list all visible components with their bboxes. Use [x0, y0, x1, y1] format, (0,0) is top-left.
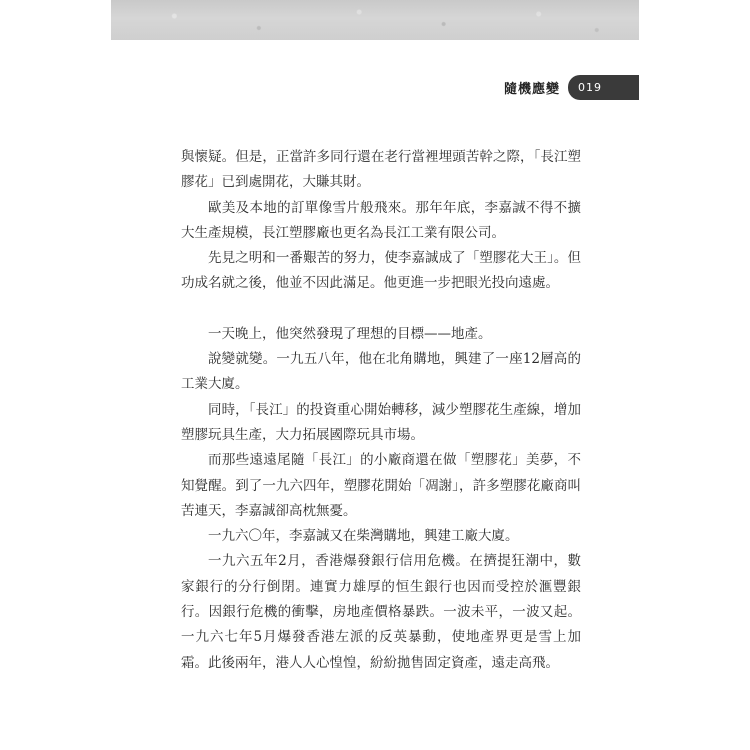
page-number: 019: [578, 81, 602, 94]
paragraph: 一九六〇年，李嘉誠又在柴灣購地，興建工廠大廈。: [208, 528, 519, 545]
body-text: [181, 145, 581, 676]
paragraph: 同時，「長江」的投資重心開始轉移，減少塑膠花生產線，增加塑膠玩具生產，大力拓展國際玩具市場。: [181, 401, 581, 443]
chapter-title: 隨機應變: [503, 82, 560, 97]
page-number-tab: [568, 75, 639, 100]
paragraph: 與懷疑。但是，正當許多同行還在老行當裡埋頭苦幹之際，「長江塑膠花」已到處開花，大賺其財。: [181, 149, 581, 191]
paragraph: 說變就變。一九五八年，他在北角購地，興建了一座12層高的工業大廈。: [181, 351, 581, 393]
running-header: [504, 75, 639, 100]
paragraph: 一天晚上，他突然發現了理想的目標——地產。: [208, 325, 492, 342]
paragraph: 先見之明和一番艱苦的努力，使李嘉誠成了「塑膠花大王」。但功成名就之後，他並不因此滿足。他更進一步把眼光投向遠處。: [181, 250, 581, 292]
decorative-header-band: [111, 0, 639, 40]
paragraph: 歐美及本地的訂單像雪片般飛來。那年年底，李嘉誠不得不擴大生產規模，長江塑膠廠也更名為長江工業有限公司。: [181, 199, 581, 241]
paragraph: 一九六五年2月，香港爆發銀行信用危機。在擠提狂潮中，數家銀行的分行倒閉。連實力雄厚的恒生銀行也因而受控於滙豐銀行。因銀行危機的衝擊，房地產價格暴跌。一波未平，一波又起。一九六七年5月爆發香港左派的反英暴動，使地產界更是雪上加霜。此後兩年，港人人心惶惶，紛紛拋售固定資產，遠走高飛。: [181, 553, 581, 671]
section-break: [181, 297, 581, 322]
paragraph: 而那些遠遠尾隨「長江」的小廠商還在做「塑膠花」美夢，不知覺醒。到了一九六四年，塑膠花開始「凋謝」，許多塑膠花廠商叫苦連天，李嘉誠卻高枕無憂。: [181, 452, 581, 519]
